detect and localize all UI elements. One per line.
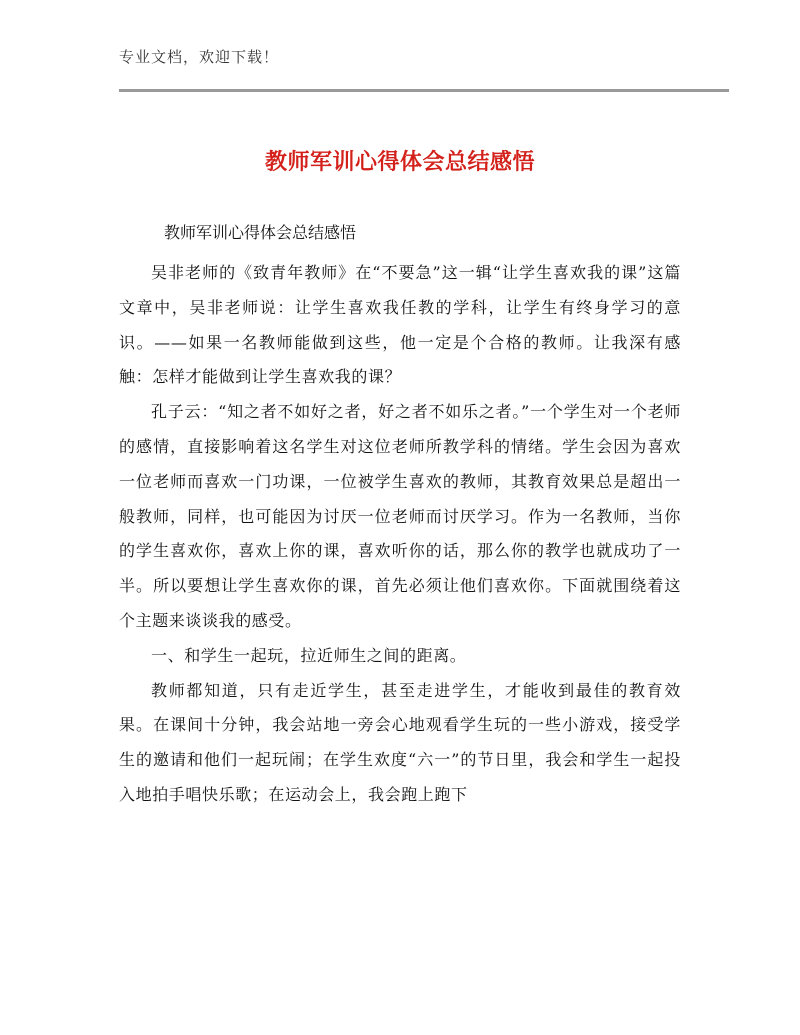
- header-note: 专业文档，欢迎下载！: [119, 48, 280, 66]
- paragraph: 吴非老师的《致青年教师》在“不要急”这一辑“让学生喜欢我的课”这篇文章中，吴非老师说：让学生喜欢我任教的学科，让学生有终身学习的意识。——如果一名教师能做到这些，他一定是个合格的教师。让我深有感触：怎样才能做到让学生喜欢我的课？: [119, 263, 681, 387]
- document-body: [119, 256, 681, 813]
- section-heading: 一、和学生一起玩，拉近师生之间的距离。: [151, 645, 467, 665]
- document-subtitle: 教师军训心得体会总结感悟: [164, 223, 357, 242]
- header-divider: [119, 89, 729, 92]
- paragraph: 孔子云：“知之者不如好之者，好之者不如乐之者。”一个学生对一个老师的感情，直接影响着这名学生对这位老师所教学科的情绪。学生会因为喜欢一位老师而喜欢一门功课，一位被学生喜欢的教师，其教育效果总是超出一般教师，同样，也可能因为讨厌一位老师而讨厌学习。作为一名教师，当你的学生喜欢你，喜欢上你的课，喜欢听你的话，那么你的教学也就成功了一半。所以要想让学生喜欢你的课，首先必须让他们喜欢你。下面就围绕着这个主题来谈谈我的感受。: [119, 402, 681, 630]
- paragraph: 教师都知道，只有走近学生，甚至走进学生，才能收到最佳的教育效果。在课间十分钟，我会站地一旁会心地观看学生玩的一些小游戏，接受学生的邀请和他们一起玩闹；在学生欢度“六一”的节日里，我会和学生一起投入地拍手唱快乐歌；在运动会上，我会跑上跑下: [119, 680, 681, 804]
- document-title: 教师军训心得体会总结感悟: [264, 150, 535, 175]
